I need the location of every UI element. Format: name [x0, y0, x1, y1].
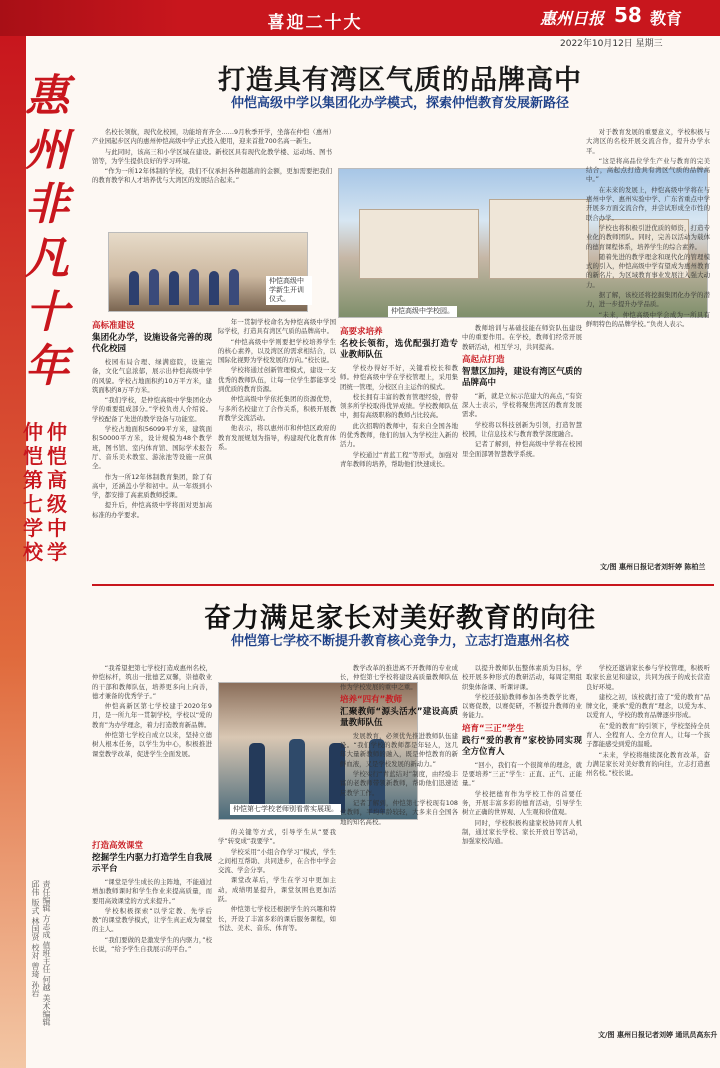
- banner-decoration: [0, 0, 180, 36]
- section-title: 践行“爱的教育”家校协同实现全方位育人: [462, 735, 582, 757]
- section-tag: 高标准建设: [92, 321, 135, 331]
- building-block: [359, 209, 479, 279]
- date-line: 2022年10月12日 星期三: [560, 39, 663, 49]
- section-tag: 培养“四有”教师: [340, 694, 403, 705]
- editor-credits: 责任编辑 方志成 值班主任 何越 美术编辑 邱伟 版式 林国贤 校对 曾琦 孙岩: [31, 880, 51, 1027]
- person-figure: [289, 739, 305, 813]
- article1-subtitle: 仲恺高级中学以集团化办学模式，探索仲恺教育发展新路径: [230, 96, 569, 111]
- vertical-school-b: 仲恺第七学校: [23, 420, 43, 564]
- section-tag: 高起点打造: [462, 354, 505, 365]
- article2-intro-col: “我希望把第七学校打造成惠州名校，仲恺标杆，筑出一批德艺双馨，崇德敬业的干部和教师队伍，培养更多向上向善，德才兼备的优秀学子。” 仲恺高新区第七学校建于2020年9月，是一所九年一贯制学校，学校以“爱的教育”为办学理念，着力打造教育新品牌。 仲恺第七学校自成立以来，坚持立德树人根本任务，以学生为中心，积极推进课堂教学改革，促进学生全面发展。: [92, 664, 212, 758]
- paper-name: 惠州日报: [540, 9, 605, 28]
- article1-title: 打造具有湾区气质的品牌高中: [218, 65, 582, 96]
- caption-students: 仲恺高级中学新生开训仪式。: [266, 276, 312, 305]
- article2-subtitle: 仲恺第七学校不断提升教育核心竞争力，立志打造惠州名校: [230, 634, 569, 649]
- article-divider: [92, 584, 714, 586]
- section-title: 集团化办学，设施设备完善的现代化校园: [92, 333, 212, 354]
- banner-title: 喜迎二十大: [267, 13, 363, 33]
- person-figure: [209, 271, 219, 305]
- section-tag: 打造高效课堂: [92, 841, 144, 851]
- page-number: 58: [614, 3, 642, 27]
- article1-col1: 高标准建设 集团化办学，设施设备完善的现代化校园 校园布局合理、绿满庭院，设施完备，文化气息浓郁，展示出仲恺高级中学的风貌。学校占地面积约10万平方米，建筑面积约8万平方米。 “我们学校，是仲恺高级中学集团化办学的重要组成部分。”学校负责人介绍说。学校配备了先进的教学设备与功能室。 学校占地面积56099平方米，建筑面积50000平方米，设计规模为48个教学班，图书馆、室内体育馆、国际学术报告厅、音乐美术教室、游泳池等设施一应俱全。 作为一所12年体制教育集团，除了有高中，还涵盖小学和初中。从一年级到小学，都安排了高素质教师授课。 提升后，仲恺高级中学将面对更加高标准的办学要求。: [92, 321, 212, 519]
- section-title: 挖掘学生内驱力打造学生自我展示平台: [92, 853, 212, 874]
- article2-col3: 教学改革的推进离不开教师的专业成长，仲恺第七学校将建设高质量教师队伍作为学校发展的重中之重。 培养“四有”教师 汇聚教师“源头活水”建设高质量教师队伍 发展教育，必须优先推进教师队伍建设。“我们学校的教师都是年轻人，这几年大量新教师的融入，既是仲恺教育的新鲜血液，又是学校发展的新动力。” 学校实行“青蓝结对”制度，由经验丰富的老教师带领新教师，帮助他们迅速适应教学工作。 记者了解到，仲恺第七学校现有108位教师，平均年龄较轻，大多来自全国各地的知名高校。: [340, 664, 458, 826]
- article2-byline: 文/图 惠州日报记者刘婷 通讯员高东升: [598, 1031, 718, 1039]
- article1-col3: 高要求培养 名校长领衔，选优配强打造专业教师队伍 学校办得好不好，关键看校长和教师。仲恺高级中学在学校管理上，采用集团统一管理，分校区自主运作的模式。 校长拥有丰富的教育管理经验，曾带领多所学校取得优异成绩。学校教师队伍中，拥有高级职称的教师占比较高。 此次招聘的教师中，有来自全国各地的优秀教师，他们的加入为学校注入新的活力。 学校通过“青蓝工程”等形式，加强对青年教师的培养，帮助他们快速成长。: [340, 327, 458, 468]
- article2-col5: 学校还邀请家长参与学校管理，积极听取家长意见和建议，共同为孩子的成长营造良好环境。 建校之初，该校就打造了“爱的教育”品牌文化，秉承“爱的教育”理念，以爱为本、以爱育人，学校的教育品牌逐步形成。 在“爱的教育”的引领下，学校坚持全员育人、全程育人、全方位育人，让每一个孩子都能感受到爱的温暖。 “未来，学校将继续深化教育改革，奋力满足家长对美好教育的向往，立志打造惠州名校。”校长说。: [586, 664, 710, 778]
- caption-building: 仲恺高级中学校园。: [388, 306, 457, 317]
- person-figure: [189, 269, 199, 305]
- article2-col2: 的关键等方式，引导学生从“要我学”转变成“我要学”。 学校采用“小组合作学习”模式，学生之间相互帮助、共同进步，在合作中学会交流、学会分享。 课堂改革后，学生在学习中更加主动，成绩明显提升，课堂氛围也更加活跃。 仲恺第七学校还根据学生的兴趣和特长，开设了丰富多彩的课后服务课程，如书法、美术、音乐、体育等。: [218, 828, 336, 932]
- article1-col2: 年一贯制学校命名为仲恺高级中学国际学校，打造具有湾区气质的品牌高中。 “仲恺高级中学则要把学校培养学生的核心素养，以及湾区的需求相结合，以国际化视野为学校发展的方向。”校长说。 学校将通过创新管理模式，建设一支优秀的教师队伍，让每一位学生都能享受到优质的教育资源。 仲恺高级中学依托集团的资源优势，与多所名校建立了合作关系，积极开展教育教学交流活动。 他表示，将以惠州市和仲恺区政府的教育发展规划为指导，构建现代化教育体系。: [218, 318, 336, 451]
- masthead: [0, 0, 720, 36]
- section-title: 名校长领衔，选优配强打造专业教师队伍: [340, 339, 458, 360]
- article1-intro-col: 名校长领航，现代化校园，功能培育齐全……9月秋季开学，坐落在仲恺（惠州）产业园起步区内的惠州仲恺高级中学正式投入使用，迎来首批700名高一新生。 与此同时，该高三和小学区域在建设。新校区具有现代化教学楼、运动场、图书馆等，为学生提供良好的学习环境。 “作为一所12年体制的学校，我们不仅承担各种超越肩的金额，更加需要把我们的教育教学和人才培养优与大湾区的发展结合起来。”: [92, 128, 332, 185]
- article2-col1: 打造高效课堂 挖掘学生内驱力打造学生自我展示平台 “课堂是学生成长的主阵地，不能通过增加教师课时和学生作业来提高质量，而要用高效课堂的方式来提升。” 学校积极探索“以学定教、先学后教”的课堂教学模式，让学生真正成为课堂的主人。 “我们要做的是激发学生的内驱力，”校长说，“给予学生自我展示的平台。”: [92, 841, 212, 954]
- article2-title: 奋力满足家长对美好教育的向往: [204, 603, 596, 634]
- building-block: [489, 199, 589, 279]
- vertical-school-a: 仲恺高级中学: [47, 420, 67, 564]
- person-figure: [149, 269, 159, 305]
- section-title: 智慧区加持，建设有湾区气质的品牌高中: [462, 366, 582, 388]
- section-tag: 高要求培养: [340, 327, 383, 337]
- person-figure: [249, 743, 265, 813]
- calligraphy-slogan: 惠州非凡十年: [25, 71, 69, 392]
- article1-byline: 文/图 惠州日报记者刘轩婷 陈柏兰: [600, 563, 706, 571]
- section-title: 汇聚教师“源头活水”建设高质量教师队伍: [340, 706, 458, 728]
- section-tag: 培育“三正”学生: [462, 723, 525, 734]
- person-figure: [129, 271, 139, 305]
- article2-intro: “我希望把第七学校打造成惠州名校，仲恺标杆，筑出一批德艺双馨，崇德敬业的干部和教师队伍，培养更多向上向善，德才兼备的优秀学子。”: [92, 664, 212, 700]
- person-figure: [169, 271, 179, 305]
- person-figure: [229, 269, 239, 305]
- article2-col4: 以提升教师队伍整体素质为目标，学校开展多种形式的教研活动，每周定期组织集体备课、听课评课。 学校还鼓励教师参加各类教学比赛，以赛促教，以赛促研，不断提升教师的业务能力。 培育“三正”学生 践行“爱的教育”家校协同实现全方位育人 “回小，我们有一个很简单的理念，就是要培养“三正”学生：正直、正气、正能量。” 学校把德育作为学校工作的首要任务，开展丰富多彩的德育活动，引导学生树立正确的世界观、人生观和价值观。 同时，学校积极构建家校协同育人机制，通过家长学校、家长开放日等活动，加强家校沟通。: [462, 664, 582, 846]
- article1-col4: 教师培训与基础技能在师资队伍建设中的重要作用。在学校，教师们经常开展教研活动，相互学习，共同提高。 高起点打造 智慧区加持，建设有湾区气质的品牌高中 “新，就是立标示范建大的高点，”有资深人士表示，学校将聚焦湾区的教育发展需求。 学校将以科技创新为引领，打造智慧校园，让信息技术与教育教学深度融合。 记者了解到，仲恺高级中学将在校园里全面部署智慧教学系统。: [462, 324, 582, 458]
- article1-col5: 对于教育发展的重要意义，学校积极与大湾区的名校开展交流合作，提升办学水平。 “这是将高品位学生产业与教育的完美结合，高起点打造具有湾区气质的品牌高中。” 在未来的发展上，仲恺高级中学将在与惠州中学、惠州实验中学、广东省重点中学开展多方面交流合作，并尝试形成全市性的联合办学。 学校也将积极引进优质的师资，打造专业化的教师团队。同时，完善以活动为载体的德育课程体系，培养学生的综合素养。 随着先进的教学理念和现代化的管理模式的引入，仲恺高级中学有望成为惠州教育的新名片，为区域教育事业发展注入强大动力。 据了解，该校还将挖掘集团化办学的潜力，进一步提升办学品质。 “未来，仲恺高级中学会成为一所具有鲜明特色的品牌学校。”负责人表示。: [586, 128, 710, 328]
- caption-teachers: 仲恺第七学校老师别看常实展现。: [230, 804, 341, 815]
- article1-intro: 名校长领航，现代化校园，功能培育齐全……9月秋季开学，坐落在仲恺（惠州）产业园起步区内的惠州仲恺高级中学正式投入使用，迎来首批700名高一新生。: [92, 128, 332, 146]
- section-name: 教育: [650, 9, 683, 28]
